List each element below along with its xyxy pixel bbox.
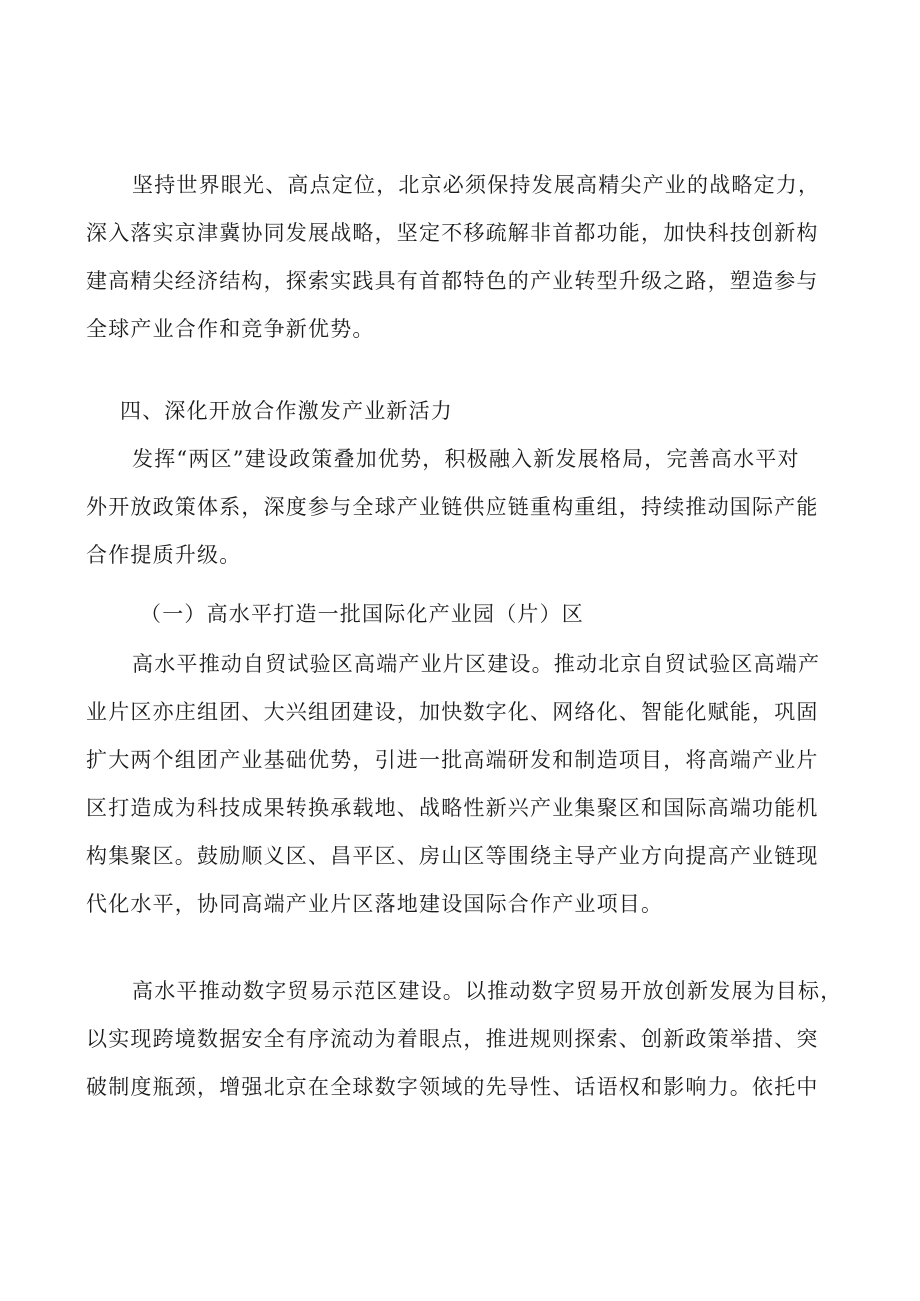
text-line: 构集聚区。鼓励顺义区、昌平区、房山区等围绕主导产业方向提高产业链现	[86, 844, 819, 868]
text-line: 破制度瓶颈，增强北京在全球数字领域的先导性、话语权和影响力。依托中	[86, 1075, 819, 1099]
paragraph-digital-trade	[86, 967, 846, 1111]
section-heading: 四、深化开放合作激发产业新活力	[120, 399, 453, 423]
text-line: 全球产业合作和竞争新优势。	[86, 317, 375, 341]
text-line: 代化水平，协同高端产业片区落地建设国际合作产业项目。	[86, 892, 664, 916]
text-line: 建高精尖经济结构，探索实践具有首都特色的产业转型升级之路，塑造参与	[86, 269, 819, 293]
text-line: 高水平推动数字贸易示范区建设。以推动数字贸易开放创新发展为目标，	[132, 979, 843, 1003]
text-line: 以实现跨境数据安全有序流动为着眼点，推进规则探索、创新政策举措、突	[86, 1027, 819, 1051]
text-line: 高水平推动自贸试验区高端产业片区建设。推动北京自贸试验区高端产	[132, 652, 821, 676]
text-line: 外开放政策体系，深度参与全球产业链供应链重构重组，持续推动国际产能	[86, 495, 819, 519]
paragraph-free-trade-zone	[86, 640, 846, 928]
text-line: 发挥“两区”建设政策叠加优势，积极融入新发展格局，完善高水平对	[132, 447, 800, 471]
text-line: 扩大两个组团产业基础优势，引进一批高端研发和制造项目，将高端产业片	[86, 748, 819, 772]
text-line: 区打造成为科技成果转换承载地、战略性新兴产业集聚区和国际高端功能机	[86, 796, 819, 820]
paragraph-strategic-focus	[86, 161, 846, 353]
text-line: 业片区亦庄组团、大兴组团建设，加快数字化、网络化、智能化赋能，巩固	[86, 700, 819, 724]
text-line: 合作提质升级。	[86, 543, 242, 567]
text-line: 深入落实京津冀协同发展战略，坚定不移疏解非首都功能，加快科技创新构	[86, 221, 819, 245]
text-line: 坚持世界眼光、高点定位，北京必须保持发展高精尖产业的战略定力，	[132, 173, 821, 197]
paragraph-open-cooperation	[86, 435, 846, 579]
subsection-heading: （一）高水平打造一批国际化产业园（片）区	[140, 602, 584, 626]
